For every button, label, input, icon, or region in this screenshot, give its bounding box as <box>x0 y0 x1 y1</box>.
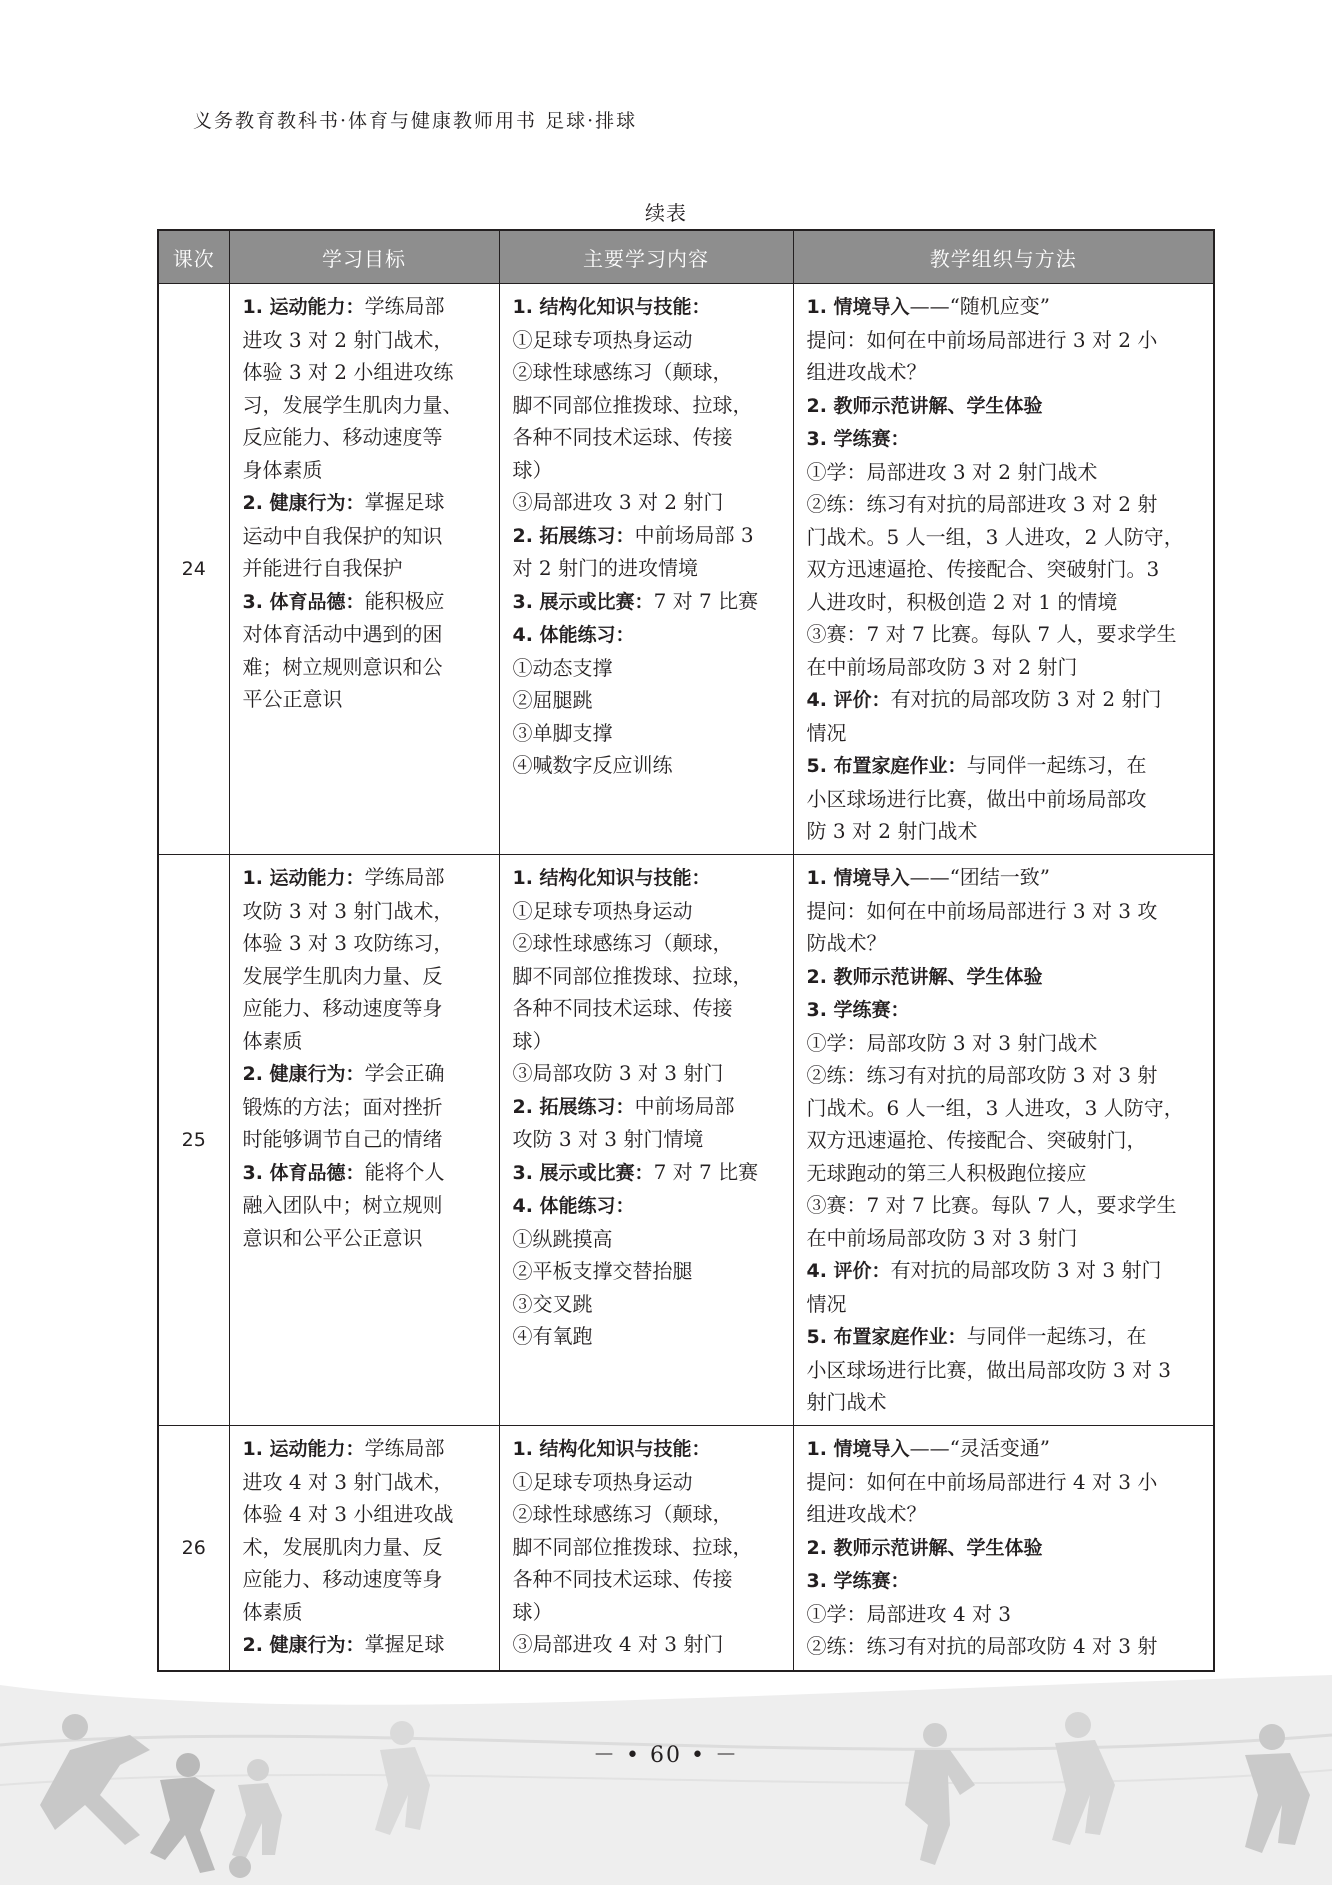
cell-line <box>513 1596 783 1629</box>
cell-line <box>513 454 783 487</box>
cell-line <box>513 1156 783 1190</box>
cell-line <box>513 290 783 324</box>
line-text: ①足球专项热身运动 <box>512 327 693 352</box>
cell-line <box>513 552 783 585</box>
line-text: ——“灵活变通” <box>909 1436 1051 1460</box>
line-text: 掌握足球 <box>364 490 445 514</box>
cell-line <box>807 960 1204 994</box>
line-text: 对 2 射门的进攻情境 <box>512 556 698 580</box>
line-text: 中前场局部 3 <box>634 522 754 547</box>
cell-line <box>807 1027 1204 1060</box>
cell-line <box>243 1123 489 1156</box>
cell-line <box>807 618 1204 651</box>
line-keyword: 4. 体能练习： <box>512 1195 635 1217</box>
table-header-row <box>158 230 1214 284</box>
cell-line <box>807 993 1204 1027</box>
cell-line <box>243 1091 489 1124</box>
line-keyword: 1. 情境导入 <box>806 296 910 318</box>
line-text: 能将个人 <box>364 1159 445 1184</box>
line-text: 防 3 对 2 射门战术 <box>806 819 978 843</box>
line-text: ①足球专项热身运动 <box>512 898 693 923</box>
cell-line <box>243 1531 489 1564</box>
cell-line <box>807 456 1204 489</box>
column-header-lesson: 课次 <box>158 230 229 284</box>
cell-line <box>513 960 783 993</box>
line-text: ②屈腿跳 <box>512 688 593 712</box>
line-text: ③赛：7 对 7 比赛。每队 7 人，要求学生 <box>806 1193 1177 1217</box>
line-text: ①学：局部进攻 4 对 3 <box>806 1601 1012 1626</box>
cell-line <box>243 454 489 487</box>
cell-line <box>807 783 1204 816</box>
cell-line <box>807 1059 1204 1092</box>
cell-line <box>807 1189 1204 1222</box>
cell-line <box>243 960 489 993</box>
line-text: ③交叉跳 <box>512 1291 593 1316</box>
line-text: 平公正意识 <box>242 687 343 711</box>
page-number: － • 60 • － <box>593 1743 739 1768</box>
cell-line <box>807 861 1204 895</box>
line-keyword: 2. 教师示范讲解、学生体验 <box>806 965 1043 988</box>
line-text: 脚不同部位推拨球、拉球， <box>512 963 753 988</box>
cell-line <box>513 519 783 553</box>
line-text: 运动中自我保护的知识 <box>242 523 443 548</box>
line-text: ②练：练习有对抗的局部进攻 3 对 2 射 <box>806 492 1158 516</box>
cell-line <box>243 895 489 928</box>
cell-line <box>243 618 489 651</box>
cell-line <box>807 1124 1204 1157</box>
line-keyword: 1. 运动能力： <box>242 1438 365 1460</box>
line-text: 脚不同部位推拨球、拉球， <box>512 392 753 417</box>
cell-line <box>513 684 783 717</box>
cell-line <box>807 290 1204 324</box>
cell-line <box>243 486 489 520</box>
cell-line <box>807 651 1204 684</box>
cell-line <box>513 1090 783 1124</box>
line-text: 体验 3 对 3 攻防练习， <box>242 931 454 955</box>
line-text: 小区球场进行比赛，做出中前场局部攻 <box>806 786 1147 811</box>
line-text: ②球性球感练习（颠球， <box>512 360 733 384</box>
cell-line <box>513 1123 783 1156</box>
line-text: ②练：练习有对抗的局部攻防 4 对 3 射 <box>806 1634 1158 1658</box>
line-text: 情况 <box>806 720 847 745</box>
line-text: 学练局部 <box>364 294 445 318</box>
line-text: ③局部攻防 3 对 3 射门 <box>512 1061 724 1085</box>
cell-line <box>243 356 489 389</box>
line-text: ③单脚支撑 <box>512 720 613 745</box>
line-text: 在中前场局部攻防 3 对 2 射门 <box>806 654 1078 679</box>
cell-line <box>807 1466 1204 1499</box>
line-text: ④喊数字反应训练 <box>512 753 673 777</box>
cell-line <box>807 1092 1204 1125</box>
cell-line <box>513 1189 783 1223</box>
line-text: 应能力、移动速度等身 <box>242 996 443 1020</box>
line-text: 体验 4 对 3 小组进攻战 <box>242 1502 454 1526</box>
cell-line <box>513 389 783 422</box>
line-text: 球） <box>512 457 553 482</box>
cell-line <box>513 1025 783 1058</box>
cell-line <box>807 1598 1204 1631</box>
line-text: 中前场局部 <box>634 1093 735 1118</box>
line-text: 对体育活动中遇到的困 <box>242 622 443 646</box>
cell-line <box>513 1320 783 1353</box>
cell-line <box>513 717 783 750</box>
cell-line <box>807 553 1204 586</box>
line-text: ①学：局部攻防 3 对 3 射门战术 <box>806 1030 1098 1055</box>
cell-line <box>243 927 489 960</box>
line-keyword: 4. 评价： <box>806 689 891 711</box>
cell-line <box>807 1432 1204 1466</box>
line-text: 各种不同技术运球、传接 <box>512 1567 733 1591</box>
cell-line <box>513 618 783 652</box>
cell-line <box>807 356 1204 389</box>
cell-line <box>807 1288 1204 1321</box>
ball-icon <box>229 1856 251 1878</box>
line-text: 7 对 7 比赛 <box>653 1159 759 1184</box>
line-text: 门战术。6 人一组，3 人进攻，3 人防守， <box>806 1095 1184 1120</box>
line-keyword: 3. 体育品德： <box>242 1161 365 1184</box>
line-keyword: 5. 布置家庭作业： <box>806 755 967 777</box>
line-keyword: 4. 体能练习： <box>512 624 635 646</box>
line-text: ①足球专项热身运动 <box>512 1469 693 1494</box>
table-row <box>158 1426 1214 1671</box>
cell-line <box>807 389 1204 423</box>
cell-line <box>513 1531 783 1564</box>
cell-line <box>807 1564 1204 1598</box>
cell-line <box>807 1386 1204 1419</box>
cell-line <box>513 861 783 895</box>
line-text: 脚不同部位推拨球、拉球， <box>512 1534 753 1559</box>
cell-line <box>243 520 489 553</box>
cell-line <box>243 683 489 716</box>
cell-line <box>243 1466 489 1499</box>
line-keyword: 2. 拓展练习： <box>512 1095 635 1118</box>
cell-line <box>513 1223 783 1256</box>
footer-decoration <box>0 1655 1332 1885</box>
line-keyword: 3. 展示或比赛： <box>512 1161 654 1184</box>
cell-line <box>513 895 783 928</box>
line-text: 习，发展学生肌肉力量、 <box>242 392 463 417</box>
line-text: 提问：如何在中前场局部进行 3 对 3 攻 <box>806 898 1158 923</box>
learning-goals-cell <box>229 1426 499 1671</box>
cell-line <box>513 421 783 454</box>
line-text: 组进攻战术？ <box>806 360 927 384</box>
line-text: 7 对 7 比赛 <box>653 588 759 613</box>
cell-line <box>243 1189 489 1222</box>
cell-line <box>513 1432 783 1466</box>
line-text: 时能够调节自己的情绪 <box>242 1127 443 1151</box>
line-text: 攻防 3 对 3 射门情境 <box>512 1127 704 1151</box>
line-text: 发展学生肌肉力量、反 <box>242 963 443 988</box>
line-keyword: 3. 学练赛： <box>806 428 910 450</box>
line-text: 提问：如何在中前场局部进行 4 对 3 小 <box>806 1469 1158 1494</box>
line-text: ——“团结一致” <box>909 865 1051 889</box>
line-text: 双方迅速逼抢、传接配合、突破射门， <box>806 1128 1147 1152</box>
line-keyword: 3. 展示或比赛： <box>512 590 654 613</box>
cell-line <box>807 717 1204 750</box>
line-text: ①学：局部进攻 3 对 2 射门战术 <box>806 459 1098 484</box>
line-text: 体验 3 对 2 小组进攻练 <box>242 360 454 384</box>
line-text: 学练局部 <box>364 865 445 889</box>
teaching-method-cell <box>793 855 1214 1426</box>
cell-line <box>807 895 1204 928</box>
line-text: 人进攻时，积极创造 2 对 1 的情境 <box>806 589 1118 614</box>
cell-line <box>807 324 1204 357</box>
line-text: 攻防 3 对 3 射门战术， <box>242 898 454 923</box>
line-text: 有对抗的局部攻防 3 对 2 射门 <box>890 687 1162 711</box>
line-keyword: 5. 布置家庭作业： <box>806 1326 967 1348</box>
line-text: 无球跑动的第三人积极跑位接应 <box>806 1160 1087 1185</box>
cell-line <box>243 421 489 454</box>
line-keyword: 2. 健康行为： <box>242 1634 365 1656</box>
cell-line <box>807 683 1204 717</box>
line-keyword: 1. 结构化知识与技能： <box>512 296 711 318</box>
cell-line <box>807 1254 1204 1288</box>
cell-line <box>513 749 783 782</box>
line-text: 身体素质 <box>242 457 323 482</box>
table-row <box>158 855 1214 1426</box>
line-keyword: 2. 健康行为： <box>242 492 365 514</box>
line-text: 进攻 4 对 3 射门战术， <box>242 1469 454 1494</box>
table-row <box>158 284 1214 855</box>
line-text: 各种不同技术运球、传接 <box>512 996 733 1020</box>
line-text: ③赛：7 对 7 比赛。每队 7 人，要求学生 <box>806 622 1177 646</box>
cell-line <box>513 356 783 389</box>
line-text: 有对抗的局部攻防 3 对 3 射门 <box>890 1258 1162 1282</box>
cell-line <box>243 1025 489 1058</box>
cell-line <box>807 1354 1204 1387</box>
line-text: 融入团队中；树立规则 <box>242 1193 443 1217</box>
cell-line <box>807 521 1204 554</box>
line-text: 各种不同技术运球、传接 <box>512 425 733 449</box>
cell-line <box>513 1563 783 1596</box>
line-text: 学会正确 <box>364 1061 445 1085</box>
learning-goals-cell <box>229 284 499 855</box>
teaching-method-cell <box>793 284 1214 855</box>
line-text: 与同伴一起练习，在 <box>966 753 1147 777</box>
line-text: ——“随机应变” <box>909 294 1051 318</box>
cell-line <box>807 749 1204 783</box>
line-text: ②平板支撑交替抬腿 <box>512 1259 693 1283</box>
line-keyword: 2. 教师示范讲解、学生体验 <box>806 394 1043 417</box>
cell-line <box>513 1288 783 1321</box>
line-text: 进攻 3 对 2 射门战术， <box>242 327 454 352</box>
table-caption: 续表 <box>645 201 687 225</box>
cell-line <box>513 1466 783 1499</box>
cell-line <box>243 1222 489 1255</box>
lesson-number: 26 <box>158 1426 229 1671</box>
cell-line <box>513 927 783 960</box>
line-keyword: 3. 体育品德： <box>242 590 365 613</box>
line-text: 球） <box>512 1599 553 1624</box>
line-text: ②球性球感练习（颠球， <box>512 1502 733 1526</box>
line-text: ②球性球感练习（颠球， <box>512 931 733 955</box>
line-keyword: 1. 结构化知识与技能： <box>512 1438 711 1460</box>
line-text: 在中前场局部攻防 3 对 3 射门 <box>806 1225 1078 1250</box>
cell-line <box>513 324 783 357</box>
line-text: ③局部进攻 4 对 3 射门 <box>512 1632 724 1656</box>
line-text: 并能进行自我保护 <box>242 556 403 580</box>
line-keyword: 1. 情境导入 <box>806 1438 910 1460</box>
cell-line <box>243 1156 489 1190</box>
line-text: 应能力、移动速度等身 <box>242 1567 443 1591</box>
cell-line <box>807 1157 1204 1190</box>
cell-line <box>807 1222 1204 1255</box>
cell-line <box>243 1596 489 1629</box>
line-text: ①动态支撑 <box>512 655 613 680</box>
cell-line <box>243 1563 489 1596</box>
line-keyword: 1. 运动能力： <box>242 296 365 318</box>
column-header-goals: 学习目标 <box>229 230 499 284</box>
line-keyword: 1. 结构化知识与技能： <box>512 867 711 889</box>
line-text: 体素质 <box>242 1599 303 1624</box>
learning-content-cell <box>499 1426 793 1671</box>
cell-line <box>243 552 489 585</box>
cell-line <box>243 389 489 422</box>
cell-line <box>243 1057 489 1091</box>
line-keyword: 3. 学练赛： <box>806 999 910 1021</box>
line-text: 提问：如何在中前场局部进行 3 对 2 小 <box>806 327 1158 352</box>
cell-line <box>513 1255 783 1288</box>
column-header-content: 主要学习内容 <box>499 230 793 284</box>
line-keyword: 2. 拓展练习： <box>512 524 635 547</box>
running-header: 义务教育教科书·体育与健康教师用书 足球·排球 <box>193 110 638 132</box>
cell-line <box>243 324 489 357</box>
cell-line <box>513 486 783 519</box>
line-text: 术，发展肌肉力量、反 <box>242 1534 443 1559</box>
line-keyword: 3. 学练赛： <box>806 1570 910 1592</box>
line-keyword: 4. 评价： <box>806 1260 891 1282</box>
line-text: 掌握足球 <box>364 1632 445 1656</box>
column-header-method: 教学组织与方法 <box>793 230 1214 284</box>
line-text: 门战术。5 人一组，3 人进攻，2 人防守， <box>806 524 1184 549</box>
line-text: 难；树立规则意识和公 <box>242 654 443 679</box>
line-text: ①纵跳摸高 <box>512 1226 613 1251</box>
line-text: ④有氧跑 <box>512 1324 593 1348</box>
line-text: 学练局部 <box>364 1436 445 1460</box>
cell-line <box>807 815 1204 848</box>
line-text: 情况 <box>806 1291 847 1316</box>
cell-line <box>807 422 1204 456</box>
lesson-number: 24 <box>158 284 229 855</box>
line-keyword: 2. 健康行为： <box>242 1063 365 1085</box>
cell-line <box>243 1498 489 1531</box>
line-text: 双方迅速逼抢、传接配合、突破射门。3 <box>806 557 1160 581</box>
learning-content-cell <box>499 284 793 855</box>
line-text: 反应能力、移动速度等 <box>242 425 443 449</box>
cell-line <box>807 1498 1204 1531</box>
line-text: 防战术？ <box>806 931 887 955</box>
cell-line <box>243 585 489 619</box>
line-text: 意识和公平公正意识 <box>242 1225 423 1250</box>
cell-line <box>513 1057 783 1090</box>
line-text: 射门战术 <box>806 1390 887 1414</box>
line-text: 体素质 <box>242 1028 303 1053</box>
cell-line <box>807 927 1204 960</box>
cell-line <box>243 1432 489 1466</box>
cell-line <box>243 861 489 895</box>
cell-line <box>513 992 783 1025</box>
cell-line <box>513 585 783 619</box>
teaching-method-cell <box>793 1426 1214 1671</box>
cell-line <box>513 652 783 685</box>
cell-line <box>243 290 489 324</box>
cell-line <box>243 651 489 684</box>
line-text: 能积极应 <box>364 588 445 613</box>
line-text: ③局部进攻 3 对 2 射门 <box>512 490 724 514</box>
line-text: 组进攻战术？ <box>806 1502 927 1526</box>
cell-line <box>243 992 489 1025</box>
line-text: 锻炼的方法；面对挫折 <box>242 1094 443 1119</box>
cell-line <box>807 586 1204 619</box>
lesson-number: 25 <box>158 855 229 1426</box>
cell-line <box>513 1498 783 1531</box>
line-text: 球） <box>512 1028 553 1053</box>
cell-line <box>807 1320 1204 1354</box>
line-keyword: 1. 运动能力： <box>242 867 365 889</box>
line-text: 与同伴一起练习，在 <box>966 1324 1147 1348</box>
line-text: ②练：练习有对抗的局部攻防 3 对 3 射 <box>806 1063 1158 1087</box>
line-keyword: 2. 教师示范讲解、学生体验 <box>806 1536 1043 1559</box>
line-text: 小区球场进行比赛，做出局部攻防 3 对 3 <box>806 1357 1172 1382</box>
learning-content-cell <box>499 855 793 1426</box>
line-keyword: 1. 情境导入 <box>806 867 910 889</box>
learning-goals-cell <box>229 855 499 1426</box>
cell-line <box>807 1531 1204 1565</box>
cell-line <box>807 488 1204 521</box>
lesson-plan-table <box>157 229 1215 1672</box>
